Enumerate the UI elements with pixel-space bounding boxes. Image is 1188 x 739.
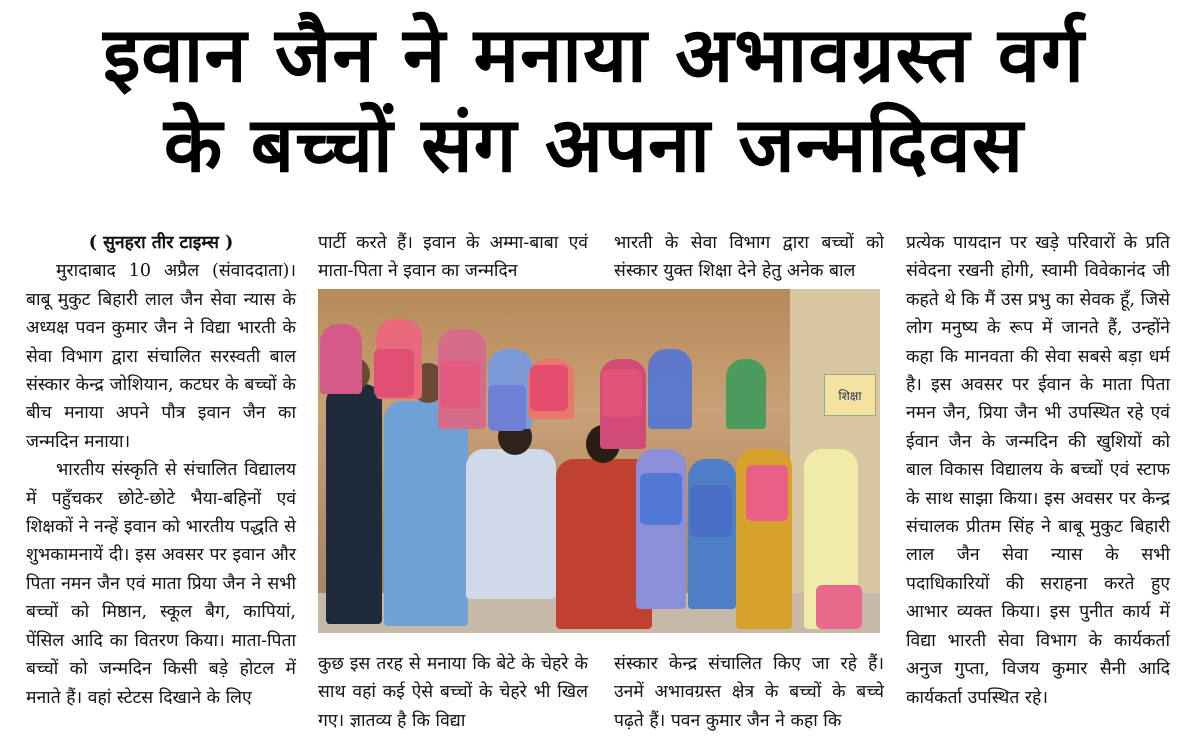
person-adult <box>384 401 468 626</box>
school-bag <box>746 465 788 521</box>
article-column-3-top <box>614 229 884 286</box>
school-bag <box>374 349 414 397</box>
paragraph: पार्टी करते हैं। इवान के अम्मा-बाबा एवं माता-पिता ने इवान का जन्मदिन <box>318 233 588 282</box>
paragraph: भारती के सेवा विभाग द्वारा बच्चों को संस्कार युक्त शिक्षा देने हेतु अनेक बाल <box>614 233 884 282</box>
photo-sign-text: शिक्षा <box>838 389 862 403</box>
school-bag <box>640 473 682 525</box>
article-column-2-bottom <box>318 650 588 735</box>
person-child <box>726 359 766 429</box>
paragraph: प्रत्येक पायदान पर खड़े परिवारों के प्रति संवेदना रखनी होगी, स्वामी विवेकानंद जी कहते थे कि मैं उस प्रभु का सेवक हूँ, जिसे लोग मनुष्य के रूप में जानते हैं, उन्होंने कहा कि मानवता की सेवा सबसे बड़ा धर्म है। इस अवसर पर ईवान के माता पिता नमन जैन, प्रिया जैन भी उपस्थित रहे एवं ईवान जैन के जन्मदिन की खुशियों को बाल विकास विद्यालय के बच्चों एवं स्टाफ के साथ साझा किया। इस अवसर पर केन्द्र संचालक प्रीतम सिंह ने बाबू मुकुट बिहारी लाल जैन सेवा न्यास के सभी पदाधिकारियों की सराहना करते हुए आभार व्यक्त किया। इस पुनीत कार्य में विद्या भारती सेवा विभाग के कार्यकर्ता अनुज गुप्ता, विजय कुमार सैनी आदि कार्यकर्ता उपस्थित रहे। <box>906 233 1170 708</box>
school-bag <box>488 385 526 431</box>
article-column-2-top <box>318 229 588 286</box>
school-bag <box>690 485 732 537</box>
school-bag <box>602 369 642 417</box>
article-column-3-bottom <box>614 650 884 735</box>
headline-line-2: के बच्चों संग अपना जन्मदिवस <box>163 99 1025 189</box>
photo-sign <box>824 374 876 416</box>
person-adult <box>326 384 382 624</box>
article-column-4 <box>906 229 1170 712</box>
headline-line-1: इवान जैन ने मनाया अभावग्रस्त वर्ग <box>103 10 1085 99</box>
person-child <box>320 324 362 394</box>
person-seated <box>466 449 556 599</box>
paragraph: भारतीय संस्कृति से संचालित विद्यालय में पहुँचकर छोटे-छोटे भैया-बहिनों एवं शिक्षकों ने नन्हें इवान को भारतीय पद्धति से शुभकामनायें दी। इस अवसर पर इवान और पिता नमन जैन एवं माता प्रिया जैन ने सभी बच्चों को मिष्ठान, स्कूल बैग, कापियां, पेंसिल आदि का वितरण किया। माता-पिता बच्चों को जन्मदिन किसी बड़े होटल में मनाते हैं। वहां स्टेटस दिखाने के लिए <box>26 460 296 708</box>
school-bag <box>440 361 480 409</box>
article-column-1 <box>26 229 296 712</box>
school-bag <box>530 365 568 411</box>
school-bag <box>816 585 862 629</box>
byline: ( सुनहरा तीर टाइम्स ) <box>88 233 234 253</box>
news-photo <box>318 289 880 633</box>
school-bag <box>648 375 688 423</box>
headline <box>0 10 1188 189</box>
paragraph: कुछ इस तरह से मनाया कि बेटे के चेहरे के साथ वहां कई ऐसे बच्चों के चेहरे भी खिल गए। ज्ञातव्य है कि विद्या <box>318 654 588 731</box>
paragraph: मुरादाबाद 10 अप्रैल (संवाददाता)। बाबू मुकुट बिहारी लाल जैन सेवा न्यास के अध्यक्ष पवन कुमार जैन ने विद्या भारती के सेवा विभाग द्वारा संचालित सरस्वती बाल संस्कार केन्द्र जोशियान, कटघर के बच्चों के बीच मनाया अपने पौत्र इवान जैन का जन्मदिन मनाया। <box>26 261 296 452</box>
paragraph: संस्कार केन्द्र संचालित किए जा रहे हैं। उनमें अभावग्रस्त क्षेत्र के बच्चों के बच्चे पढ़ते हैं। पवन कुमार जैन ने कहा कि <box>614 654 884 731</box>
